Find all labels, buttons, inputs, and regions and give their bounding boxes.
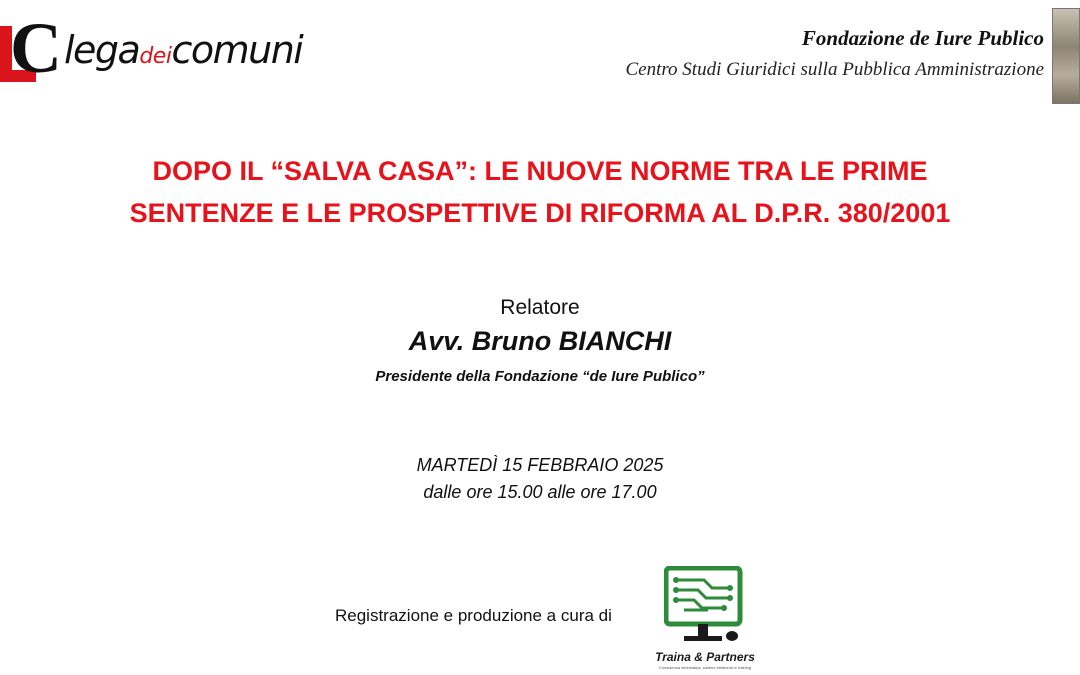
title-line-2: SENTENZE E LE PROSPETTIVE DI RIFORMA AL D.P.R. 380/2001: [129, 198, 951, 228]
event-title: [0, 150, 1080, 234]
event-date: MARTEDÌ 15 FEBBRAIO 2025: [416, 455, 664, 475]
foundation-emblem-image: [1052, 8, 1080, 104]
event-time: dalle ore 15.00 alle ore 17.00: [423, 482, 657, 502]
speaker-role: Presidente della Fondazione “de Iure Publico”: [375, 368, 705, 385]
foundation-header: [625, 26, 1044, 81]
event-schedule: [0, 452, 1080, 506]
logo-mark: C: [0, 22, 62, 86]
speaker-label: Relatore: [500, 296, 580, 319]
lega-dei-comuni-logo: [0, 8, 360, 88]
partner-tagline: Consulenza informatica, sistemi elettronici e training: [658, 665, 752, 670]
title-line-1: DOPO IL “SALVA CASA”: LE NUOVE NORME TRA LE PRIME: [152, 156, 928, 186]
traina-partners-logo: [640, 566, 770, 670]
computer-circuit-icon: [664, 566, 746, 646]
production-credit: Registrazione e produzione a cura di: [335, 606, 612, 625]
foundation-subtitle: Centro Studi Giuridici sulla Pubblica Amministrazione: [625, 59, 1044, 80]
logo-wordmark: legadeicomuni: [64, 28, 303, 72]
speaker-name: Avv. Bruno BIANCHI: [408, 326, 672, 356]
partner-name: Traina & Partners: [655, 650, 755, 664]
foundation-name: Fondazione de Iure Publico: [801, 26, 1044, 50]
